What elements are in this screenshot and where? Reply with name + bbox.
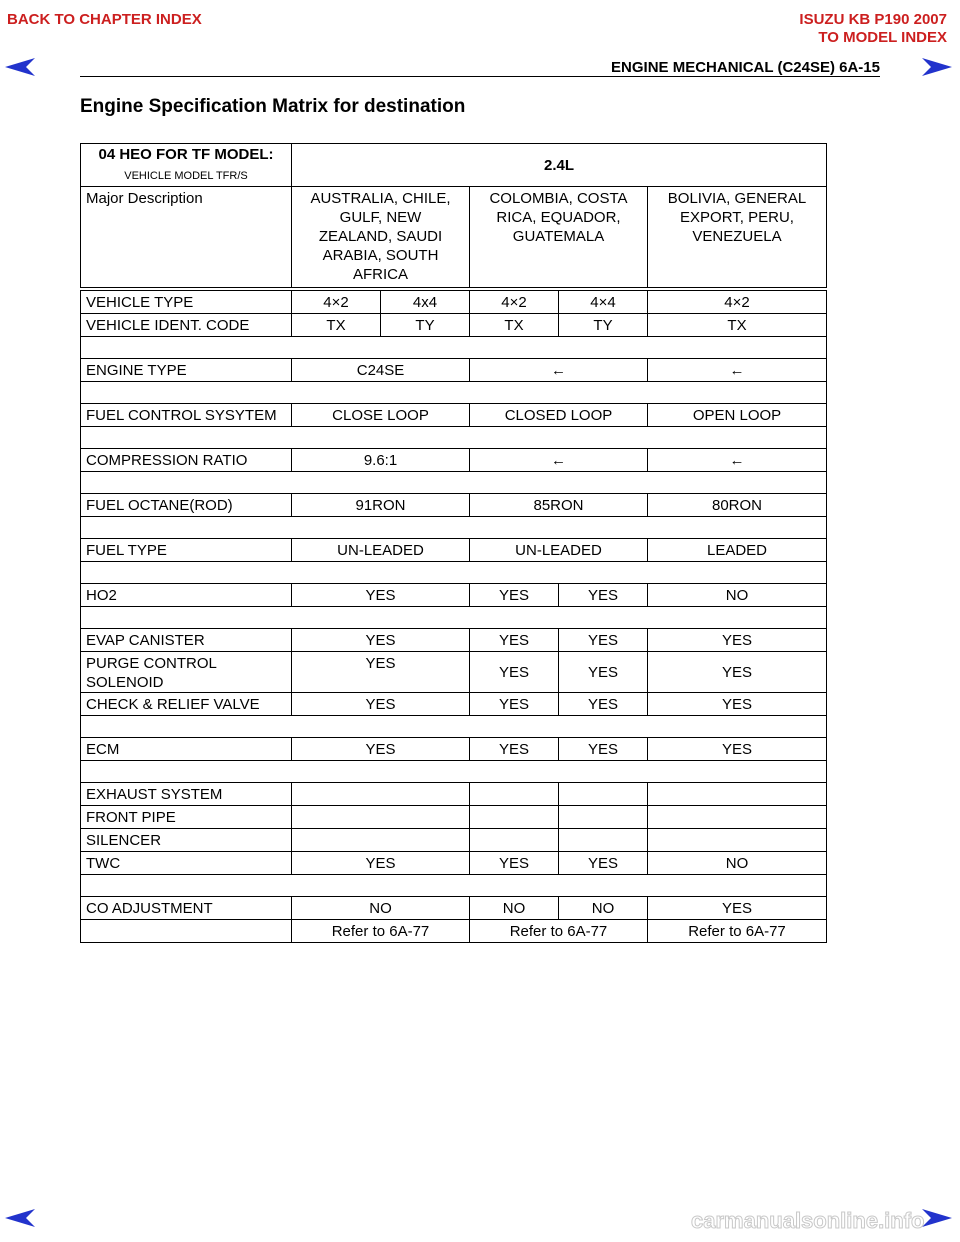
table-cell: ← xyxy=(470,449,648,472)
table-cell: NO xyxy=(648,852,827,875)
reference-cell: Refer to 6A-77 xyxy=(648,920,827,943)
table-cell: YES xyxy=(648,652,827,693)
table-cell xyxy=(292,806,470,829)
front-pipe-row xyxy=(81,806,827,829)
watermark-text: carmanualsonline.info xyxy=(691,1208,925,1233)
table-cell: 4×4 xyxy=(559,289,648,314)
table-cell xyxy=(648,829,827,852)
row-label: COMPRESSION RATIO xyxy=(81,449,292,472)
previous-page-bottom-arrow-icon[interactable] xyxy=(5,1209,35,1227)
market-group-3: BOLIVIA, GENERAL EXPORT, PERU, VENEZUELA xyxy=(648,187,827,290)
table-cell: YES xyxy=(470,629,559,652)
table-cell: ← xyxy=(470,359,648,382)
major-description-row xyxy=(81,187,827,290)
table-cell: ← xyxy=(648,359,827,382)
twc-row xyxy=(81,852,827,875)
compression-ratio-row xyxy=(81,449,827,472)
next-page-arrow-icon[interactable] xyxy=(922,58,952,76)
table-cell: 4×2 xyxy=(470,289,559,314)
spacer-row xyxy=(81,875,827,897)
fuel-control-row xyxy=(81,404,827,427)
table-cell xyxy=(470,783,559,806)
market-group-1: AUSTRALIA, CHILE, GULF, NEW ZEALAND, SAUDI ARABIA, SOUTH AFRICA xyxy=(292,187,470,290)
spacer-row xyxy=(81,337,827,359)
model-title-link[interactable]: ISUZU KB P190 2007 xyxy=(799,11,947,28)
table-cell: LEADED xyxy=(648,539,827,562)
table-cell: C24SE xyxy=(292,359,470,382)
table-cell: NO xyxy=(559,897,648,920)
reference-cell: Refer to 6A-77 xyxy=(470,920,648,943)
page-title: Engine Specification Matrix for destination xyxy=(80,96,466,117)
row-label-line: SOLENOID xyxy=(86,674,164,691)
row-label: HO2 xyxy=(81,584,292,607)
table-cell: YES xyxy=(559,693,648,716)
table-cell: TY xyxy=(381,314,470,337)
header-rule xyxy=(80,76,880,77)
row-label: VEHICLE IDENT. CODE xyxy=(81,314,292,337)
row-label: CO ADJUSTMENT xyxy=(81,897,292,920)
spacer-row xyxy=(81,716,827,738)
table-cell: YES xyxy=(470,852,559,875)
table-cell: 4×2 xyxy=(648,289,827,314)
table-cell: YES xyxy=(559,852,648,875)
table-cell: YES xyxy=(648,738,827,761)
ident-code-row xyxy=(81,314,827,337)
evap-canister-row xyxy=(81,629,827,652)
table-cell xyxy=(559,806,648,829)
table-cell xyxy=(292,783,470,806)
watermark xyxy=(690,1204,930,1238)
table-cell: YES xyxy=(292,693,470,716)
table-cell xyxy=(470,806,559,829)
table-cell: TX xyxy=(470,314,559,337)
vehicle-type-row xyxy=(81,289,827,314)
spacer-row xyxy=(81,761,827,783)
exhaust-system-row xyxy=(81,783,827,806)
ho2-row xyxy=(81,584,827,607)
spacer-cell xyxy=(81,875,827,897)
table-cell: 80RON xyxy=(648,494,827,517)
spacer-cell xyxy=(81,472,827,494)
spacer-cell xyxy=(81,427,827,449)
spacer-cell xyxy=(81,517,827,539)
spacer-row xyxy=(81,382,827,404)
reference-row xyxy=(81,920,827,943)
table-cell xyxy=(648,783,827,806)
previous-page-arrow-icon[interactable] xyxy=(5,58,35,76)
fuel-octane-row xyxy=(81,494,827,517)
table-cell xyxy=(559,783,648,806)
row-label: FUEL TYPE xyxy=(81,539,292,562)
spacer-row xyxy=(81,607,827,629)
table-cell: NO xyxy=(648,584,827,607)
table-cell: YES xyxy=(292,584,470,607)
market-group-2: COLOMBIA, COSTA RICA, EQUADOR, GUATEMALA xyxy=(470,187,648,290)
row-label: CHECK & RELIEF VALVE xyxy=(81,693,292,716)
row-label: ECM xyxy=(81,738,292,761)
table-cell: YES xyxy=(648,693,827,716)
purge-control-row xyxy=(81,652,827,693)
row-label-line: PURGE CONTROL xyxy=(86,655,217,672)
to-model-index-link[interactable]: TO MODEL INDEX xyxy=(818,29,947,46)
table-cell: UN-LEADED xyxy=(470,539,648,562)
table-cell: CLOSED LOOP xyxy=(470,404,648,427)
spacer-cell xyxy=(81,337,827,359)
back-to-chapter-index-link[interactable]: BACK TO CHAPTER INDEX xyxy=(7,11,202,28)
spacer-row xyxy=(81,472,827,494)
fuel-type-row xyxy=(81,539,827,562)
table-cell: YES xyxy=(559,584,648,607)
row-label: ENGINE TYPE xyxy=(81,359,292,382)
table-cell: NO xyxy=(470,897,559,920)
row-label: TWC xyxy=(81,852,292,875)
table-cell: TX xyxy=(648,314,827,337)
table-cell xyxy=(292,829,470,852)
row-label xyxy=(81,652,292,693)
table-cell: NO xyxy=(292,897,470,920)
table-cell: YES xyxy=(648,897,827,920)
table-cell: YES xyxy=(648,629,827,652)
row-label xyxy=(81,920,292,943)
table-cell xyxy=(559,829,648,852)
table-cell: 9.6:1 xyxy=(292,449,470,472)
row-label: FUEL CONTROL SYSYTEM xyxy=(81,404,292,427)
table-cell: OPEN LOOP xyxy=(648,404,827,427)
table-cell xyxy=(470,829,559,852)
table-cell: 4x4 xyxy=(381,289,470,314)
ecm-row xyxy=(81,738,827,761)
table-header-row xyxy=(81,144,827,187)
table-cell: YES xyxy=(559,738,648,761)
table-cell: YES xyxy=(292,629,470,652)
table-cell: 91RON xyxy=(292,494,470,517)
spacer-row xyxy=(81,562,827,584)
table-cell: TX xyxy=(292,314,381,337)
vehicle-model-label: VEHICLE MODEL TFR/S xyxy=(124,169,248,182)
spacer-row xyxy=(81,517,827,539)
engine-header-cell xyxy=(292,144,827,187)
spacer-cell xyxy=(81,607,827,629)
table-cell: 85RON xyxy=(470,494,648,517)
engine-type-row xyxy=(81,359,827,382)
spacer-cell xyxy=(81,716,827,738)
table-cell: UN-LEADED xyxy=(292,539,470,562)
table-cell: 4×2 xyxy=(292,289,381,314)
table-cell: ← xyxy=(648,449,827,472)
silencer-row xyxy=(81,829,827,852)
check-relief-valve-row xyxy=(81,693,827,716)
row-label: SILENCER xyxy=(81,829,292,852)
spacer-cell xyxy=(81,562,827,584)
row-label: FUEL OCTANE(ROD) xyxy=(81,494,292,517)
spacer-row xyxy=(81,427,827,449)
row-label: EXHAUST SYSTEM xyxy=(81,783,292,806)
row-label: Major Description xyxy=(81,187,292,290)
table-cell: YES xyxy=(559,652,648,693)
model-header: 04 HEO FOR TF MODEL: xyxy=(98,145,274,163)
co-adjustment-row xyxy=(81,897,827,920)
table-cell: YES xyxy=(292,652,470,693)
table-cell: YES xyxy=(292,738,470,761)
engine-displacement: 2.4L xyxy=(543,156,574,174)
engine-spec-table xyxy=(80,143,827,943)
spacer-cell xyxy=(81,382,827,404)
row-label: EVAP CANISTER xyxy=(81,629,292,652)
table-cell: YES xyxy=(470,738,559,761)
table-cell: YES xyxy=(292,852,470,875)
row-label: VEHICLE TYPE xyxy=(81,289,292,314)
table-cell: YES xyxy=(559,629,648,652)
spacer-cell xyxy=(81,761,827,783)
table-cell: YES xyxy=(470,693,559,716)
table-cell xyxy=(648,806,827,829)
table-cell: YES xyxy=(470,584,559,607)
reference-cell: Refer to 6A-77 xyxy=(292,920,470,943)
table-cell: TY xyxy=(559,314,648,337)
row-label: FRONT PIPE xyxy=(81,806,292,829)
table-cell: YES xyxy=(470,652,559,693)
table-cell: CLOSE LOOP xyxy=(292,404,470,427)
model-header-cell xyxy=(81,144,292,187)
page-header: ENGINE MECHANICAL (C24SE) 6A-15 xyxy=(611,59,880,76)
